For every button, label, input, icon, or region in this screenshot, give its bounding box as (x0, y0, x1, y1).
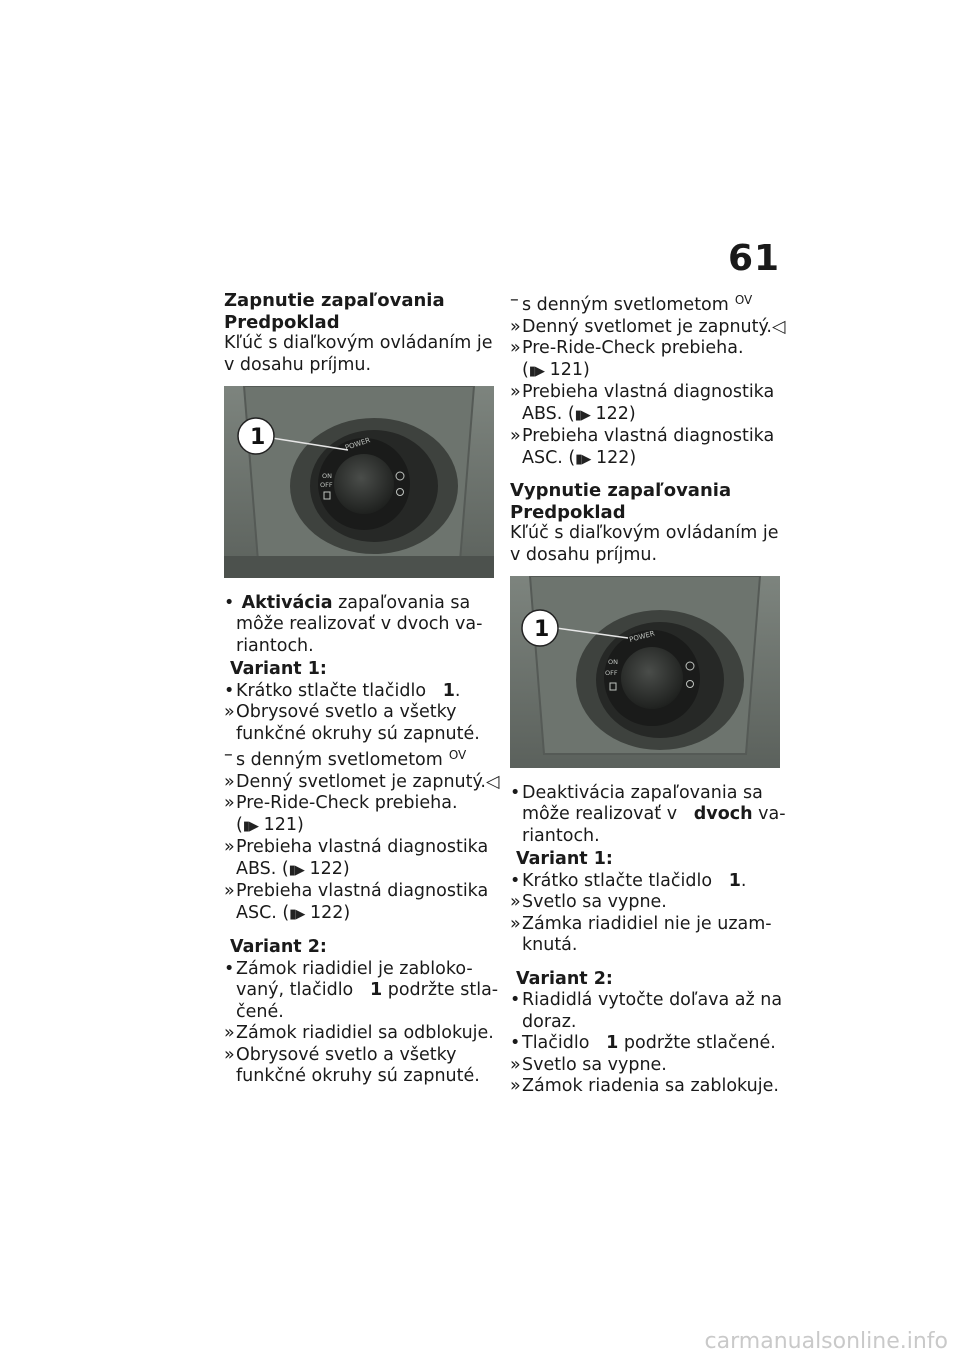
watermark-footer: carmanualsonline.info (704, 1329, 948, 1354)
list-item: • Krátko stlačte tlačidlo 1. (224, 680, 461, 701)
result-item: » Denný svetlomet je zapnutý.◁ (510, 316, 786, 337)
subheading-prerequisite: Predpoklad (510, 501, 626, 523)
heading-ignition-on: Zapnutie zapaľovania (224, 290, 445, 311)
svg-text:POWER: POWER (628, 629, 656, 644)
svg-text:ON: ON (322, 472, 332, 480)
result-item: » Obrysové svetlo a všetky (224, 1044, 457, 1065)
result-item: » Svetlo sa vypne. (510, 892, 667, 912)
result-item: » Zámok riadenia sa zablokuje. (510, 1076, 779, 1096)
power-button-photo (510, 576, 780, 768)
result-item: » Prebieha vlastná diagnostika (510, 382, 775, 402)
svg-text:OFF: OFF (320, 481, 333, 489)
result-item: » Pre-Ride-Check prebieha. (510, 338, 744, 358)
result-item: » Zámka riadidiel nie je uzam- (510, 913, 772, 934)
list-item: • Riadidlá vytočte doľava až na (510, 990, 783, 1010)
result-item: » Pre-Ride-Check prebieha. (224, 793, 458, 813)
result-item: » Prebieha vlastná diagnostika (224, 837, 489, 857)
svg-text:1: 1 (534, 617, 550, 642)
page-reference-icon: ▮▶ (574, 407, 590, 423)
svg-text:POWER: POWER (344, 436, 372, 452)
power-button-photo (224, 386, 494, 578)
page-reference-icon: ▮▶ (575, 451, 591, 467)
page-reference-icon: ▮▶ (288, 862, 304, 878)
variant-1-label: Variant 1: (230, 659, 327, 679)
figure-power-button (510, 576, 782, 775)
result-item: » Denný svetlomet je zapnutý.◁ (224, 771, 500, 792)
subheading-prerequisite: Predpoklad (224, 311, 340, 333)
variant-2-label: Variant 2: (230, 937, 327, 957)
left-column: Zapnutie zapaľovania Predpoklad Kľúč s diaľkovým ovládaním je v dosahu príjmu. POWER ON OFF 1 • Aktivácia zapaľovania sa môže realizovať v dvoch va- riantoch. Variant 1: • Krátko stlačte tlačidlo 1. » Obrysové svetlo a všetky funkčné okruhy sú zapnuté. – s denným svetlometom $^{OV}$ » Denný svetlomet je zapnutý.◁ » Pre-Ride-Check prebieha. (▮▶ 121) » Prebieha vlastná diagnostika ABS. (▮▶ 122) » Prebieha vlastná diagnostika ASC. (▮▶ 122) Variant 2: • Zámok riadidiel je zabloko- vaný, tlačidlo 1 podržte stla- čené. » Zámok riadidiel sa odblokuje. » Obrysové svetlo a všetky funkčné okruhy sú zapnuté. (224, 290, 500, 1086)
svg-text:ON: ON (608, 658, 618, 666)
page-reference-icon: ▮▶ (242, 818, 258, 834)
condition-item: – s denným svetlometom $^{OV}$ (224, 745, 467, 770)
result-item: » Zámok riadidiel sa odblokuje. (224, 1023, 494, 1043)
list-item: • Tlačidlo 1 podržte stlačené. (510, 1033, 776, 1053)
list-item: • Deaktivácia zapaľovania sa (510, 782, 763, 803)
list-item: • Zámok riadidiel je zabloko- (224, 958, 473, 979)
variant-2-label: Variant 2: (516, 968, 613, 989)
heading-ignition-off: Vypnutie zapaľovania (510, 480, 732, 501)
svg-text:1: 1 (250, 425, 266, 450)
condition-item: – s denným svetlometom $^{OV}$ (510, 290, 753, 315)
page-reference-icon: ▮▶ (528, 363, 544, 379)
page-number: 61 (728, 238, 781, 279)
result-item: » Obrysové svetlo a všetky (224, 702, 457, 722)
prerequisite-text: Kľúč s diaľkovým ovládaním je (224, 333, 493, 353)
right-column: – s denným svetlometom $^{OV}$ » Denný svetlomet je zapnutý.◁ » Pre-Ride-Check prebieha. (▮▶ 121) » Prebieha vlastná diagnostika ABS. (▮▶ 122) » Prebieha vlastná diagnostika ASC. (▮▶ 122) Vypnutie zapaľovania Predpoklad Kľúč s diaľkovým ovládaním je v dosahu príjmu. POWER ON OFF 1 • Deaktivácia zapaľovania sa môže realizovať v dvoch va- riantoch. Variant 1: • Krátko stlačte tlačidlo 1. » Svetlo sa vypne. » Zámka riadidiel nie je uzam- knutá. Variant 2: • Riadidlá vytočte doľava až na doraz. • Tlačidlo 1 podržte stlačené. » Svetlo sa vypne. » Zámok riadenia sa zablokuje. (510, 290, 786, 1096)
svg-text:OFF: OFF (605, 669, 618, 677)
result-item: » Svetlo sa vypne. (510, 1054, 667, 1075)
variant-1-label: Variant 1: (516, 849, 613, 869)
list-item: • Aktivácia zapaľovania sa (224, 592, 471, 613)
prerequisite-text: Kľúč s diaľkovým ovládaním je (510, 523, 779, 543)
result-item: » Prebieha vlastná diagnostika (224, 881, 489, 901)
page-reference-icon: ▮▶ (289, 906, 305, 922)
figure-power-button (224, 386, 496, 585)
list-item: • Krátko stlačte tlačidlo 1. (510, 870, 747, 891)
result-item: » Prebieha vlastná diagnostika (510, 426, 775, 446)
